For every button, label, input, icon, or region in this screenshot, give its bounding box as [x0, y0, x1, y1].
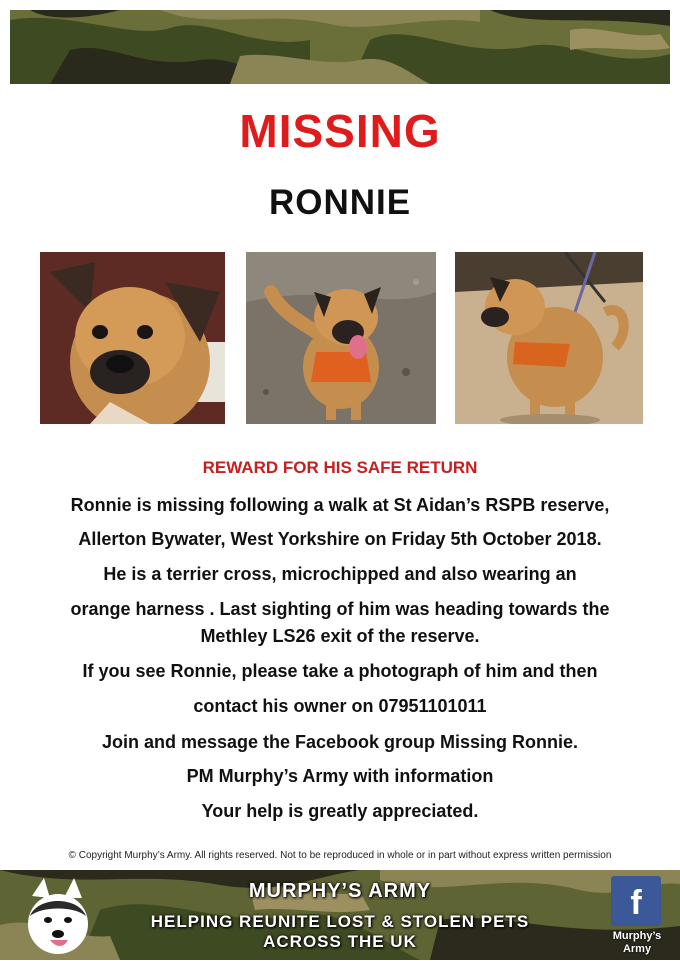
facebook-label-line-1: Murphy’s	[612, 930, 662, 942]
pet-name: RONNIE	[268, 183, 412, 222]
facebook-icon-letter[interactable]: f	[630, 884, 642, 922]
body-line-7: contact his owner on 07951101011	[193, 696, 487, 716]
tagline-line-2: ACROSS THE UK	[263, 932, 417, 951]
dog-photo-sand	[455, 252, 643, 424]
org-name: MURPHY’S ARMY	[248, 880, 432, 902]
body-line-10: Your help is greatly appreciated.	[201, 801, 479, 821]
reward-notice: REWARD FOR HIS SAFE RETURN	[202, 458, 478, 477]
body-line-5: Methley LS26 exit of the reserve.	[200, 626, 480, 646]
copyright-notice: © Copyright Murphy’s Army. All rights reserved. Not to be reproduced in whole or in part without express written permission	[68, 850, 612, 861]
body-line-2: Allerton Bywater, West Yorkshire on Friday 5th October 2018.	[78, 529, 602, 549]
facebook-label-line-2: Army	[622, 943, 652, 955]
dog-photo-path	[246, 252, 436, 424]
headline-missing: MISSING	[239, 105, 441, 157]
facebook-label	[598, 930, 676, 956]
tagline-line-1: HELPING REUNITE LOST & STOLEN PETS	[150, 912, 530, 931]
body-line-6: If you see Ronnie, please take a photograph of him and then	[82, 661, 598, 681]
body-line-9: PM Murphy’s Army with information	[186, 766, 494, 786]
dog-photo-closeup	[40, 252, 225, 424]
body-line-3: He is a terrier cross, microchipped and also wearing an	[103, 564, 577, 584]
body-line-8: Join and message the Facebook group Missing Ronnie.	[101, 732, 579, 752]
body-line-4: orange harness . Last sighting of him was heading towards the	[70, 599, 610, 619]
top-camo-banner	[10, 10, 670, 84]
body-line-1: Ronnie is missing following a walk at St Aidan’s RSPB reserve,	[70, 495, 610, 515]
